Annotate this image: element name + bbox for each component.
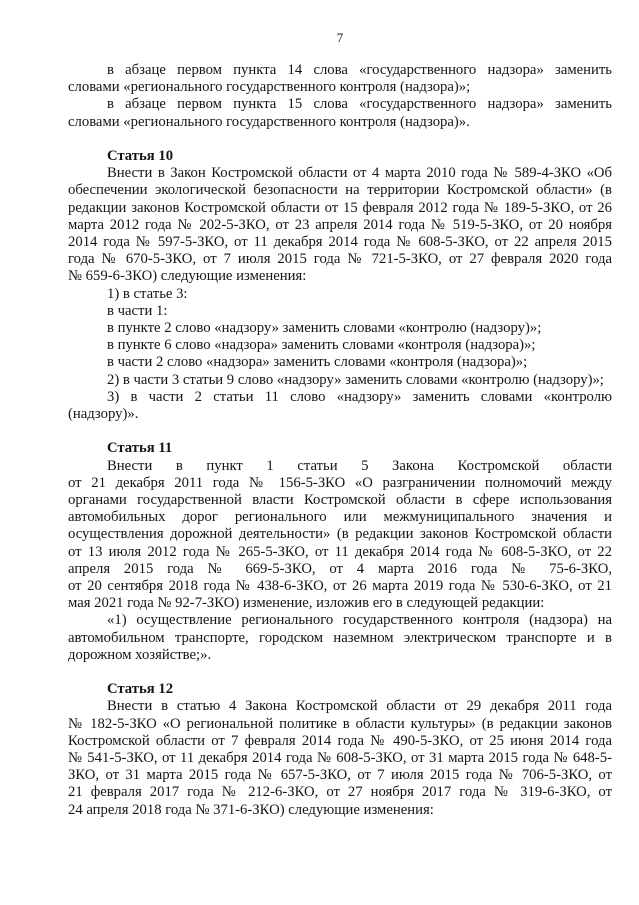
paragraph-line: № 541-5-ЗКО, от 11 декабря 2014 года № 608-5-ЗКО, от 31 марта 2015 года № 648-5-	[68, 750, 612, 767]
list-item	[68, 303, 612, 320]
paragraph-line: от 21 декабря 2011 года № 156-5-ЗКО «О разграничении полномочий между	[68, 474, 612, 491]
article-heading: Статья 12	[107, 681, 174, 698]
intro-amendments	[68, 62, 612, 131]
list-item	[68, 337, 612, 354]
quoted-paragraph	[68, 612, 612, 664]
paragraph-line: словами «регионального государственного контроля (надзора)».	[68, 113, 470, 130]
article-10	[68, 148, 612, 423]
paragraph-line: обеспечении экологической безопасности на территории Костромской области» (в	[68, 182, 612, 199]
paragraph-line: осуществления дорожной деятельности» (в редакции законов Костромской области	[68, 526, 612, 543]
article-11	[68, 440, 612, 664]
paragraph-line: 2) в части 3 статьи 9 слово «надзору» заменить словами «контролю (надзору)»;	[107, 371, 604, 388]
paragraph-line: марта 2012 года № 202-5-ЗКО, от 23 апреля 2014 года № 519-5-ЗКО, от 20 ноября	[68, 216, 612, 233]
paragraph-line: словами «регионального государственного контроля (надзора)»;	[68, 79, 471, 96]
list-item	[68, 320, 612, 337]
paragraph	[68, 698, 612, 818]
paragraph	[68, 62, 612, 96]
paragraph-line: в пункте 6 слово «надзора» заменить словами «контроля (надзора)»;	[107, 337, 536, 354]
paragraph-line: апреля 2015 года № 669-5-ЗКО, от 4 марта 2016 года № 75-6-ЗКО,	[68, 560, 612, 577]
paragraph-line: ЗКО, от 31 марта 2015 года № 657-5-ЗКО, от 7 июля 2015 года № 706-5-ЗКО, от	[68, 767, 612, 784]
list-item	[68, 389, 612, 423]
paragraph-line: в части 2 слово «надзора» заменить словами «контроля (надзора)»;	[107, 354, 528, 371]
paragraph-line: в пункте 2 слово «надзору» заменить словами «контролю (надзору)»;	[107, 320, 542, 337]
paragraph-line: в абзаце первом пункта 15 слова «государственного надзора» заменить	[107, 96, 612, 113]
paragraph-line: Внести в статью 4 Закона Костромской области от 29 декабря 2011 года	[107, 698, 612, 715]
paragraph	[68, 96, 612, 130]
paragraph-line: от 20 сентября 2018 года № 438-6-ЗКО, от 26 марта 2019 года № 530-6-ЗКО, от 21	[68, 578, 612, 595]
paragraph-line: Внести в пункт 1 статьи 5 Закона Костромской области	[107, 457, 612, 474]
article-heading: Статья 10	[107, 148, 174, 164]
paragraph-line: автомобильных дорог регионального или межмуниципального значения и	[68, 509, 612, 526]
list-item	[68, 372, 612, 389]
document-body	[68, 62, 612, 819]
paragraph-line: Внести в Закон Костромской области от 4 марта 2010 года № 589-4-ЗКО «Об	[107, 165, 612, 182]
paragraph-line: № 659-6-ЗКО) следующие изменения:	[68, 268, 307, 285]
paragraph-line: автомобильном транспорте, городском наземном электрическом транспорте и в	[68, 629, 612, 646]
paragraph-line: 21 февраля 2017 года № 212-6-ЗКО, от 27 ноября 2017 года № 319-6-ЗКО, от	[68, 784, 612, 801]
paragraph-line: года № 670-5-ЗКО, от 7 июля 2015 года № 721-5-ЗКО, от 27 февраля 2020 года	[68, 251, 612, 268]
paragraph-line: органами государственной власти Костромской области в сфере использования	[68, 492, 612, 509]
paragraph-line: от 13 июля 2012 года № 265-5-ЗКО, от 11 декабря 2014 года № 608-5-ЗКО, от 22	[68, 543, 612, 560]
paragraph-line: Костромской области от 7 февраля 2014 года № 490-5-ЗКО, от 25 июня 2014 года	[68, 732, 612, 749]
paragraph	[68, 165, 612, 285]
paragraph-line: 3) в части 2 статьи 11 слово «надзору» заменить словами «контролю	[107, 388, 612, 405]
paragraph-line: редакции законов Костромской области от 15 февраля 2012 года № 189-5-ЗКО, от 26	[68, 199, 612, 216]
paragraph-line: 24 апреля 2018 года № 371-6-ЗКО) следующие изменения:	[68, 801, 434, 818]
article-12	[68, 681, 612, 819]
list-item	[68, 354, 612, 371]
page-number: 7	[336, 30, 344, 45]
paragraph-line: 1) в статье 3:	[107, 285, 188, 302]
paragraph-line: мая 2021 года № 92-7-ЗКО) изменение, изложив его в следующей редакции:	[68, 595, 545, 612]
paragraph-line: дорожном хозяйстве;».	[68, 646, 212, 663]
paragraph-line: «1) осуществление регионального государственного контроля (надзора) на	[107, 612, 612, 629]
paragraph-line: в абзаце первом пункта 14 слова «государственного надзора» заменить	[107, 62, 612, 78]
paragraph-line: 2014 года № 597-5-ЗКО, от 11 декабря 2014 года № 608-5-ЗКО, от 22 апреля 2015	[68, 234, 612, 251]
paragraph-line: № 182-5-ЗКО «О региональной политике в области культуры» (в редакции законов	[68, 715, 612, 732]
article-heading: Статья 11	[107, 440, 173, 457]
paragraph-line: в части 1:	[107, 302, 168, 319]
paragraph-line: (надзору)».	[68, 406, 139, 423]
list-item	[68, 286, 612, 303]
paragraph	[68, 458, 612, 613]
